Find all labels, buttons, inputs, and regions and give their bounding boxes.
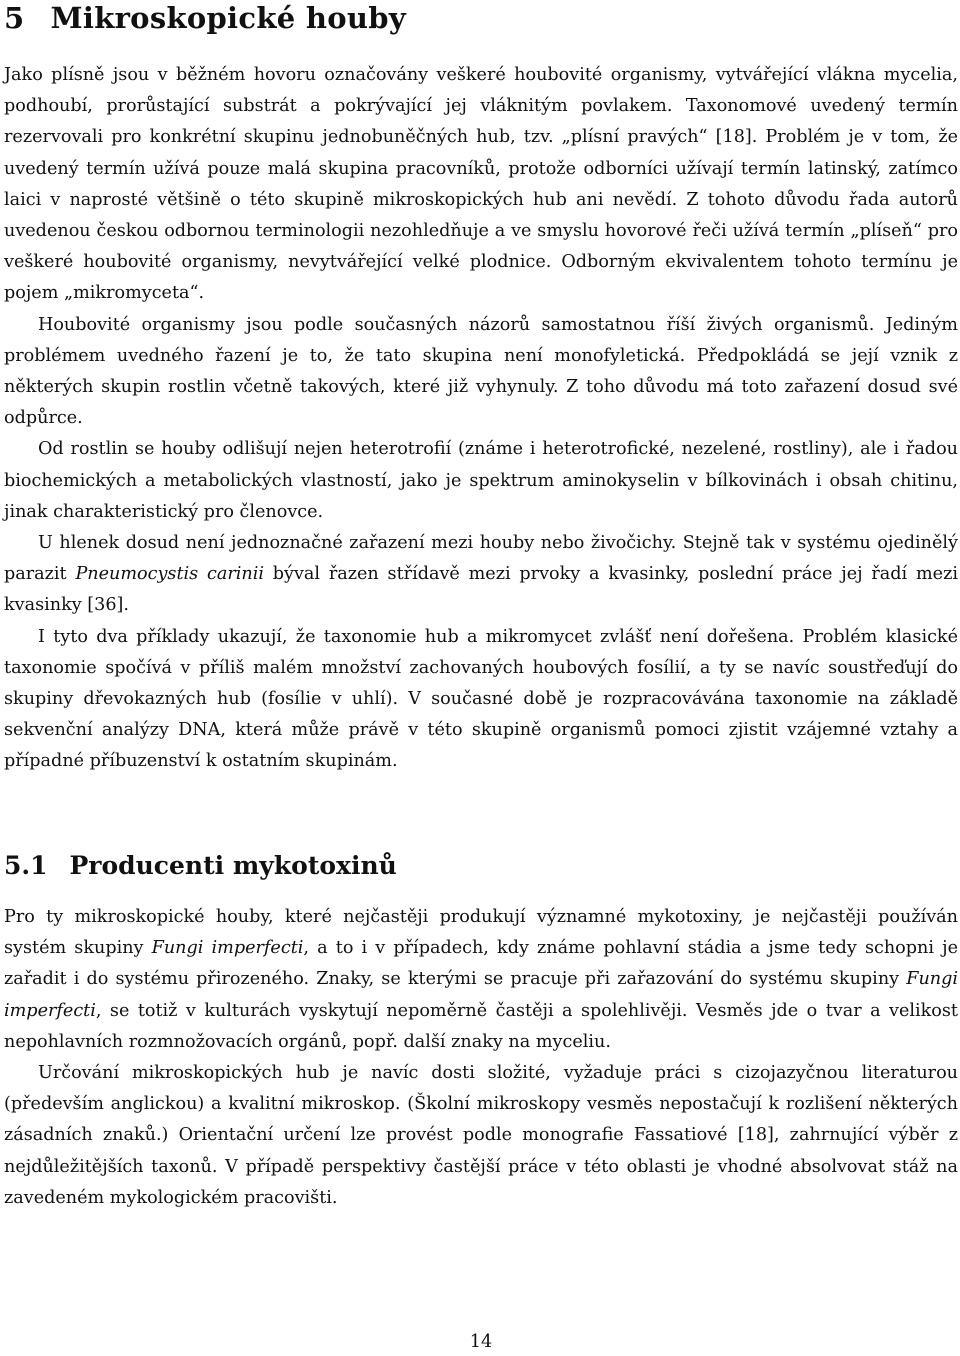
paragraph: Jako plísně jsou v běžném hovoru označovány veškeré houbovité organismy, vytvářející vlákna mycelia, podhoubí, prorůstající substrát a pokrývající jej vláknitým povlakem. Taxonomové uvedený termín rezervovali pro konkrétní skupinu jednobuněčných hub, tzv. „plísní pravých“ [18]. Problém je v tom, že uvedený termín užívá pouze malá skupina pracovníků, protože odborníci užívají termín latinský, zatímco laici v naprosté většině o této skupině mikroskopických hub ani nevědí. Z tohoto důvodu řada autorů uvedenou českou odbornou terminologii nezohledňuje a ve smyslu hovorové řeči užívá termín „plíseň“ pro veškeré houbovité organismy, nevytvářející velké plodnice. Odborným ekvivalentem tohoto termínu je pojem „mikromyceta“. [4, 65, 958, 304]
paragraph: Od rostlin se houby odlišují nejen heterotrofií (známe i heterotrofické, nezelené, rostliny), ale i řadou biochemických a metabolických vlastností, jako je spektrum aminokyselin v bílkovinách i obsah chitinu, jinak charakteristický pro členovce. [4, 439, 958, 522]
section-title: Producenti mykotoxinů [69, 851, 397, 880]
paragraph-text: Pro ty mikroskopické houby, které nejčastěji produkují významné mykotoxiny, je nejčastěji používán systém skupiny [4, 907, 958, 959]
taxon-name: Fungi imperfecti [151, 938, 304, 959]
section-body [4, 902, 958, 1214]
page-number: 14 [469, 1332, 493, 1352]
paragraph-text: U hlenek dosud není jednoznačné zařazení mezi houby nebo živočichy. Stejně tak v systému ojedinělý parazit [4, 533, 958, 585]
section-heading [4, 848, 397, 884]
chapter-title: Mikroskopické houby [50, 1, 407, 35]
paragraph: Houbovité organismy jsou podle současných názorů samostatnou říší živých organismů. Jediným problémem uvedného řazení je to, že tato skupina není monofyletická. Předpokládá se její vznik z některých skupin rostlin včetně takových, které již vyhynuly. Z toho důvodu má toto zařazení dosud své odpůrce. [4, 314, 958, 429]
paragraph-text: , se totiž v kulturách vyskytují nepoměrně častěji a spolehlivěji. Vesměs jde o tvar a velikost nepohlavních rozmnožovacích orgánů, popř. další znaky na myceliu. [4, 1000, 958, 1052]
chapter-heading [4, 0, 406, 36]
species-name: Pneumocystis carinii [75, 564, 264, 585]
paragraph-text: býval řazen střídavě mezi prvoky a kvasinky, poslední práce jej řadí mezi kvasinky [36]. [4, 564, 958, 616]
paragraph [4, 528, 958, 622]
taxon-name: Fungi imperfecti [4, 969, 958, 1021]
paragraph: Určování mikroskopických hub je navíc dosti složité, vyžaduje práci s cizojazyčnou literaturou (především anglickou) a kvalitní mikroskop. (Školní mikroskopy vesměs nepostačují k rozlišení některých zásadních znaků.) Orientační určení lze provést podle monografie Fassatiové [18], zahrnující výběr z nejdůležitějších taxonů. V případě perspektivy častější práce v této oblasti je vhodné absolvovat stáž na zavedeném mykologickém pracovišti. [4, 1063, 958, 1208]
paragraph: I tyto dva příklady ukazují, že taxonomie hub a mikromycet zvlášť není dořešena. Problém klasické taxonomie spočívá v příliš malém množství zachovaných houbových fosílií, a ty se navíc soustřeďují do skupiny dřevokazných hub (fosílie v uhlí). V současné době je rozpracovávána taxonomie na základě sekvenční analýzy DNA, která může právě v této skupině organismů pomoci zjistit vzájemné vztahy a případné příbuzenství k ostatním skupinám. [4, 626, 958, 772]
chapter-body [4, 60, 958, 778]
paragraph [4, 902, 958, 1058]
chapter-number: 5 [4, 1, 25, 35]
section-number: 5.1 [4, 851, 48, 880]
paragraph-text: , a to i v případech, kdy známe pohlavní stádia a jsme tedy schopni je zařadit i do systému přirozeného. Znaky, se kterými se pracuje při zařazování do systému skupiny [4, 938, 958, 990]
